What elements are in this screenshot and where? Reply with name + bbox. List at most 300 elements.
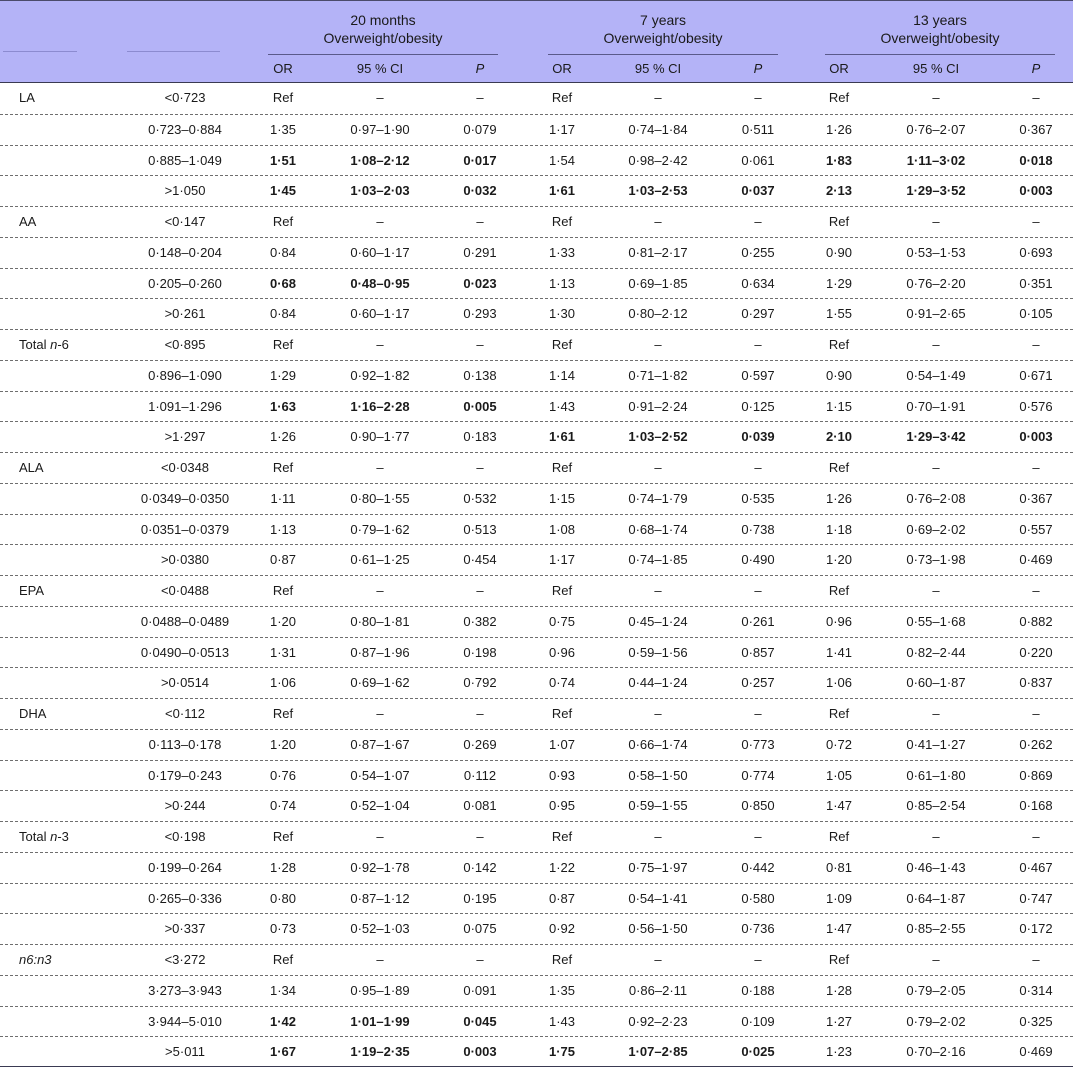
variable-label: AA xyxy=(19,214,37,229)
group-header-20-months xyxy=(268,11,498,47)
cell-or: Ref xyxy=(551,583,573,598)
cell-p: 0·467 xyxy=(1019,859,1053,875)
cell-or: 2·10 xyxy=(825,429,853,445)
cell-p: – xyxy=(1032,337,1040,352)
cell-p: 0·837 xyxy=(1019,675,1053,691)
cell-ci: 0·79–2·05 xyxy=(906,982,966,998)
cell-or: 1·26 xyxy=(825,121,853,137)
cell-ci: 0·81–2·17 xyxy=(628,244,688,260)
cell-or: Ref xyxy=(272,829,294,844)
cell-ci: 1·19–2·35 xyxy=(350,1044,410,1060)
table-row xyxy=(0,975,1073,1006)
cell-or: Ref xyxy=(828,583,850,598)
cell-or: Ref xyxy=(272,90,294,105)
cell-p: 0·023 xyxy=(463,275,497,291)
cell-ci: – xyxy=(376,214,384,229)
cell-or: 0·90 xyxy=(825,244,853,260)
quartile-range: 1·091–1·296 xyxy=(148,398,222,414)
cell-ci: 0·91–2·24 xyxy=(628,398,688,414)
cell-or: 0·74 xyxy=(548,675,576,691)
quartile-range: >1·050 xyxy=(164,183,206,199)
cell-or: 0·93 xyxy=(548,767,576,783)
variable-label: DHA xyxy=(19,706,47,721)
variable-label-suffix: -3 xyxy=(57,829,69,844)
cell-p: 0·255 xyxy=(741,244,775,260)
group-subtitle: Overweight/obesity xyxy=(880,30,1000,46)
table-row xyxy=(0,883,1073,914)
cell-p: 0·535 xyxy=(741,490,775,506)
cell-or: 1·09 xyxy=(825,890,853,906)
quartile-range: <3·272 xyxy=(164,952,206,967)
cell-p: 0·351 xyxy=(1019,275,1053,291)
cell-ci: – xyxy=(932,90,940,105)
cell-or: 1·07 xyxy=(548,736,576,752)
cell-or: 1·63 xyxy=(269,398,297,414)
cell-or: 1·35 xyxy=(548,982,576,998)
cell-or: 1·15 xyxy=(825,398,853,414)
cell-ci: 0·91–2·65 xyxy=(906,306,966,322)
cell-ci: – xyxy=(932,214,940,229)
cell-or: 1·17 xyxy=(548,552,576,568)
cell-or: 0·72 xyxy=(825,736,853,752)
cell-ci: – xyxy=(376,706,384,721)
quartile-range: 3·273–3·943 xyxy=(148,982,222,998)
cell-or: 0·75 xyxy=(548,613,576,629)
cell-p: 0·291 xyxy=(463,244,497,260)
cell-or: 1·43 xyxy=(548,1013,576,1029)
cell-p: 0·061 xyxy=(741,152,775,168)
cell-or: 1·20 xyxy=(269,736,297,752)
cell-p: 0·168 xyxy=(1019,798,1053,814)
cell-ci: – xyxy=(932,583,940,598)
cell-or: 0·92 xyxy=(548,921,576,937)
cell-or: 1·13 xyxy=(269,521,297,537)
cell-p: 0·269 xyxy=(463,736,497,752)
quartile-range: >0·337 xyxy=(164,921,206,937)
quartile-range: 0·148–0·204 xyxy=(148,244,222,260)
cell-ci: 0·74–1·84 xyxy=(628,121,688,137)
cell-or: Ref xyxy=(272,706,294,721)
cell-p: – xyxy=(754,583,762,598)
cell-p: 0·774 xyxy=(741,767,775,783)
group-rule xyxy=(825,54,1055,55)
cell-or: 1·13 xyxy=(548,275,576,291)
cell-or: 0·84 xyxy=(269,306,297,322)
cell-p: – xyxy=(476,829,484,844)
cell-p: 0·469 xyxy=(1019,1044,1053,1060)
cell-ci: 0·76–2·08 xyxy=(906,490,966,506)
table-row xyxy=(0,637,1073,668)
cell-ci: 0·86–2·11 xyxy=(628,982,688,998)
table-row xyxy=(0,667,1073,698)
cell-p: 0·367 xyxy=(1019,490,1053,506)
cell-ci: 0·58–1·50 xyxy=(628,767,688,783)
table-row xyxy=(0,114,1073,145)
cell-ci: 0·75–1·97 xyxy=(628,859,688,875)
cell-ci: – xyxy=(376,337,384,352)
cell-ci: 0·55–1·68 xyxy=(906,613,966,629)
quartile-range: <0·723 xyxy=(164,90,206,105)
cell-ci: 1·16–2·28 xyxy=(350,398,410,414)
table-row xyxy=(0,483,1073,514)
cell-ci: 1·08–2·12 xyxy=(350,152,410,168)
cell-p: 0·469 xyxy=(1019,552,1053,568)
cell-or: 1·51 xyxy=(269,152,297,168)
table-row xyxy=(0,206,1073,237)
cell-or: 1·26 xyxy=(825,490,853,506)
cell-or: 1·29 xyxy=(269,367,297,383)
cell-p: 0·557 xyxy=(1019,521,1053,537)
group-header-13-years xyxy=(825,11,1055,47)
cell-p: 0·367 xyxy=(1019,121,1053,137)
cell-p: – xyxy=(476,214,484,229)
cell-ci: 0·69–1·62 xyxy=(350,675,410,691)
quartile-range: <0·895 xyxy=(164,337,206,352)
variable-label: Total xyxy=(19,829,51,844)
table-row xyxy=(0,790,1073,821)
cell-or: 0·73 xyxy=(269,921,297,937)
cell-or: Ref xyxy=(828,460,850,475)
cell-ci: 0·82–2·44 xyxy=(906,644,966,660)
cell-p: – xyxy=(476,460,484,475)
cell-or: Ref xyxy=(828,952,850,967)
variable-label-italic: n xyxy=(50,337,58,352)
cell-p: 0·511 xyxy=(741,121,775,137)
cell-or: 1·20 xyxy=(269,613,297,629)
cell-or: Ref xyxy=(272,460,294,475)
cell-ci: 0·76–2·07 xyxy=(906,121,966,137)
cell-or: 1·30 xyxy=(548,306,576,322)
col-header-or: OR xyxy=(552,61,572,76)
cell-ci: – xyxy=(932,706,940,721)
cell-p: 0·005 xyxy=(463,398,497,414)
quartile-range: <0·0348 xyxy=(160,460,210,475)
cell-or: 1·41 xyxy=(825,644,853,660)
cell-p: – xyxy=(754,214,762,229)
cell-or: Ref xyxy=(828,706,850,721)
table-row xyxy=(0,698,1073,729)
cell-ci: 0·56–1·50 xyxy=(628,921,688,937)
row-variable-name xyxy=(19,699,46,730)
cell-or: 1·17 xyxy=(548,121,576,137)
cell-or: 1·18 xyxy=(825,521,853,537)
cell-or: 0·87 xyxy=(269,552,297,568)
quartile-range: 0·0349–0·0350 xyxy=(140,490,230,506)
cell-ci: – xyxy=(376,460,384,475)
cell-or: 0·76 xyxy=(269,767,297,783)
cell-or: 2·13 xyxy=(825,183,853,199)
cell-or: 1·67 xyxy=(269,1044,297,1060)
cell-or: 1·28 xyxy=(825,982,853,998)
cell-ci: – xyxy=(376,583,384,598)
cell-p: 0·195 xyxy=(463,890,497,906)
quartile-range: 0·265–0·336 xyxy=(148,890,222,906)
table-row xyxy=(0,544,1073,575)
stub-rule xyxy=(127,51,220,52)
cell-or: 0·80 xyxy=(269,890,297,906)
cell-p: 0·442 xyxy=(741,859,775,875)
cell-or: 1·08 xyxy=(548,521,576,537)
cell-or: 0·68 xyxy=(269,275,297,291)
group-rule xyxy=(548,54,778,55)
quartile-range: <0·147 xyxy=(164,214,206,229)
cell-p: – xyxy=(1032,90,1040,105)
cell-ci: 0·85–2·54 xyxy=(906,798,966,814)
row-variable-name xyxy=(19,945,52,976)
quartile-range: 0·0490–0·0513 xyxy=(140,644,230,660)
table-row xyxy=(0,145,1073,176)
cell-ci: 0·79–2·02 xyxy=(906,1013,966,1029)
stub-rule xyxy=(3,51,77,52)
cell-p: 0·792 xyxy=(463,675,497,691)
table-row xyxy=(0,1036,1073,1067)
col-header-ci: 95 % CI xyxy=(356,61,404,76)
cell-p: – xyxy=(754,952,762,967)
cell-ci: 0·69–2·02 xyxy=(906,521,966,537)
table-row xyxy=(0,913,1073,944)
cell-ci: 0·60–1·87 xyxy=(906,675,966,691)
cell-ci: – xyxy=(932,952,940,967)
cell-p: – xyxy=(1032,829,1040,844)
cell-p: 0·091 xyxy=(463,982,497,998)
cell-p: 0·032 xyxy=(463,183,497,199)
cell-p: 0·045 xyxy=(463,1013,497,1029)
cell-or: Ref xyxy=(551,829,573,844)
cell-or: 1·05 xyxy=(825,767,853,783)
variable-label: Total xyxy=(19,337,51,352)
cell-p: 0·314 xyxy=(1019,982,1053,998)
cell-or: Ref xyxy=(272,952,294,967)
cell-or: Ref xyxy=(551,337,573,352)
cell-p: – xyxy=(1032,583,1040,598)
cell-p: 0·882 xyxy=(1019,613,1053,629)
cell-or: Ref xyxy=(551,706,573,721)
cell-or: 1·27 xyxy=(825,1013,853,1029)
cell-ci: 0·41–1·27 xyxy=(906,736,966,752)
cell-or: 0·81 xyxy=(825,859,853,875)
cell-p: 0·025 xyxy=(741,1044,775,1060)
row-variable-name xyxy=(19,83,35,114)
cell-p: 0·138 xyxy=(463,367,497,383)
cell-p: – xyxy=(1032,706,1040,721)
quartile-range: >0·244 xyxy=(164,798,206,814)
cell-ci: – xyxy=(376,829,384,844)
cell-or: 1·33 xyxy=(548,244,576,260)
cell-ci: – xyxy=(654,583,662,598)
quartile-range: <0·112 xyxy=(165,706,205,721)
table-row xyxy=(0,360,1073,391)
col-header-ci: 95 % CI xyxy=(634,61,682,76)
cell-p: 0·075 xyxy=(463,921,497,937)
table-row xyxy=(0,1006,1073,1037)
cell-ci: 0·48–0·95 xyxy=(350,275,410,291)
cell-ci: 0·74–1·79 xyxy=(628,490,688,506)
cell-p: 0·257 xyxy=(741,675,775,691)
cell-p: 0·112 xyxy=(463,767,497,783)
row-variable-name xyxy=(19,330,69,361)
cell-p: 0·297 xyxy=(741,306,775,322)
cell-p: 0·018 xyxy=(1019,152,1053,168)
cell-p: 0·262 xyxy=(1019,736,1053,752)
cell-p: 0·003 xyxy=(463,1044,497,1060)
cell-p: – xyxy=(476,90,484,105)
table-row xyxy=(0,421,1073,452)
quartile-range: 0·885–1·049 xyxy=(148,152,222,168)
cell-or: Ref xyxy=(551,460,573,475)
col-header-or: OR xyxy=(829,61,849,76)
cell-ci: 0·87–1·67 xyxy=(350,736,410,752)
cell-p: – xyxy=(754,460,762,475)
table-row xyxy=(0,329,1073,360)
cell-or: 1·43 xyxy=(548,398,576,414)
cell-p: 0·671 xyxy=(1019,367,1053,383)
quartile-range: >5·011 xyxy=(165,1044,205,1060)
cell-or: 1·20 xyxy=(825,552,853,568)
cell-p: 0·198 xyxy=(463,644,497,660)
cell-ci: 0·68–1·74 xyxy=(628,521,688,537)
cell-p: 0·017 xyxy=(463,152,497,168)
cell-ci: – xyxy=(654,214,662,229)
cell-ci: 0·79–1·62 xyxy=(350,521,410,537)
cell-p: 0·105 xyxy=(1019,306,1053,322)
quartile-range: <0·198 xyxy=(164,829,206,844)
cell-or: 1·28 xyxy=(269,859,297,875)
cell-ci: 1·11–3·02 xyxy=(906,152,966,168)
group-title: 13 years xyxy=(913,12,967,28)
cell-or: Ref xyxy=(272,214,294,229)
cell-p: 0·081 xyxy=(463,798,497,814)
row-variable-name xyxy=(19,453,44,484)
cell-ci: 0·85–2·55 xyxy=(906,921,966,937)
table-row xyxy=(0,760,1073,791)
row-variable-name xyxy=(19,207,36,238)
cell-or: 1·31 xyxy=(269,644,297,660)
cell-ci: 0·76–2·20 xyxy=(906,275,966,291)
cell-p: – xyxy=(476,583,484,598)
cell-or: 0·87 xyxy=(548,890,576,906)
quartile-range: <0·0488 xyxy=(160,583,210,598)
cell-ci: 0·70–2·16 xyxy=(906,1044,966,1060)
cell-ci: 0·74–1·85 xyxy=(628,552,688,568)
cell-or: 1·47 xyxy=(825,798,853,814)
cell-p: – xyxy=(476,952,484,967)
col-header-p: P xyxy=(753,61,763,76)
cell-or: 1·15 xyxy=(548,490,576,506)
cell-or: Ref xyxy=(828,829,850,844)
table-row xyxy=(0,514,1073,545)
cell-p: 0·003 xyxy=(1019,429,1053,445)
quartile-range: 0·113–0·178 xyxy=(148,736,222,752)
row-variable-name xyxy=(19,822,69,853)
cell-p: 0·597 xyxy=(741,367,775,383)
cell-p: – xyxy=(1032,214,1040,229)
cell-ci: – xyxy=(654,829,662,844)
quartile-range: 0·723–0·884 xyxy=(148,121,222,137)
cell-p: – xyxy=(476,706,484,721)
cell-or: Ref xyxy=(551,214,573,229)
cell-or: Ref xyxy=(551,90,573,105)
cell-p: – xyxy=(754,90,762,105)
cell-p: 0·382 xyxy=(463,613,497,629)
cell-p: 0·188 xyxy=(741,982,775,998)
cell-p: – xyxy=(1032,460,1040,475)
cell-ci: 0·66–1·74 xyxy=(628,736,688,752)
variable-label: ALA xyxy=(19,460,44,475)
quartile-range: 0·0351–0·0379 xyxy=(140,521,230,537)
cell-ci: – xyxy=(654,460,662,475)
cell-or: Ref xyxy=(828,214,850,229)
cell-p: 0·634 xyxy=(741,275,775,291)
cell-p: 0·325 xyxy=(1019,1013,1053,1029)
cell-p: – xyxy=(754,829,762,844)
cell-ci: – xyxy=(654,706,662,721)
cell-or: 1·22 xyxy=(548,859,576,875)
quartile-range: 0·896–1·090 xyxy=(148,367,222,383)
table-row xyxy=(0,83,1073,114)
cell-or: 0·95 xyxy=(548,798,576,814)
cell-or: 1·45 xyxy=(269,183,297,199)
table-row xyxy=(0,298,1073,329)
cell-p: 0·293 xyxy=(463,306,497,322)
cell-ci: 0·92–1·78 xyxy=(350,859,410,875)
quartile-range: 0·179–0·243 xyxy=(148,767,222,783)
variable-label: EPA xyxy=(19,583,45,598)
variable-label-italic: n xyxy=(50,829,58,844)
cell-p: 0·142 xyxy=(463,859,497,875)
cell-or: 1·75 xyxy=(548,1044,576,1060)
cell-or: Ref xyxy=(551,952,573,967)
cell-ci: 0·52–1·04 xyxy=(350,798,410,814)
cell-ci: 1·07–2·85 xyxy=(628,1044,688,1060)
cell-p: 0·109 xyxy=(741,1013,775,1029)
cell-ci: 0·54–1·41 xyxy=(628,890,688,906)
cell-p: 0·003 xyxy=(1019,183,1053,199)
cell-ci: 1·03–2·03 xyxy=(350,183,410,199)
cell-p: 0·454 xyxy=(463,552,497,568)
cell-or: 1·54 xyxy=(548,152,576,168)
cell-ci: 0·54–1·07 xyxy=(350,767,410,783)
group-title: 7 years xyxy=(640,12,686,28)
cell-p: 0·736 xyxy=(741,921,775,937)
cell-or: 0·84 xyxy=(269,244,297,260)
cell-ci: 0·80–1·55 xyxy=(350,490,410,506)
row-variable-name xyxy=(19,576,44,607)
cell-p: 0·220 xyxy=(1019,644,1053,660)
table-row xyxy=(0,821,1073,852)
table-row xyxy=(0,575,1073,606)
cell-p: 0·513 xyxy=(463,521,497,537)
quartile-range: >1·297 xyxy=(164,429,206,445)
cell-ci: 0·60–1·17 xyxy=(350,244,410,260)
cell-or: 1·42 xyxy=(269,1013,297,1029)
cell-ci: 0·45–1·24 xyxy=(628,613,688,629)
cell-ci: 0·69–1·85 xyxy=(628,275,688,291)
cell-ci: 1·03–2·52 xyxy=(628,429,688,445)
cell-ci: 0·97–1·90 xyxy=(350,121,410,137)
cell-p: 0·261 xyxy=(741,613,775,629)
cell-ci: – xyxy=(932,337,940,352)
cell-ci: 0·98–2·42 xyxy=(628,152,688,168)
table-row xyxy=(0,452,1073,483)
cell-ci: 0·54–1·49 xyxy=(906,367,966,383)
cell-ci: 0·60–1·17 xyxy=(350,306,410,322)
cell-or: 1·14 xyxy=(548,367,576,383)
cell-or: 1·55 xyxy=(825,306,853,322)
cell-p: 0·576 xyxy=(1019,398,1053,414)
cell-ci: 0·80–2·12 xyxy=(628,306,688,322)
variable-label-italic: n6:n3 xyxy=(19,952,52,967)
table-row xyxy=(0,237,1073,268)
